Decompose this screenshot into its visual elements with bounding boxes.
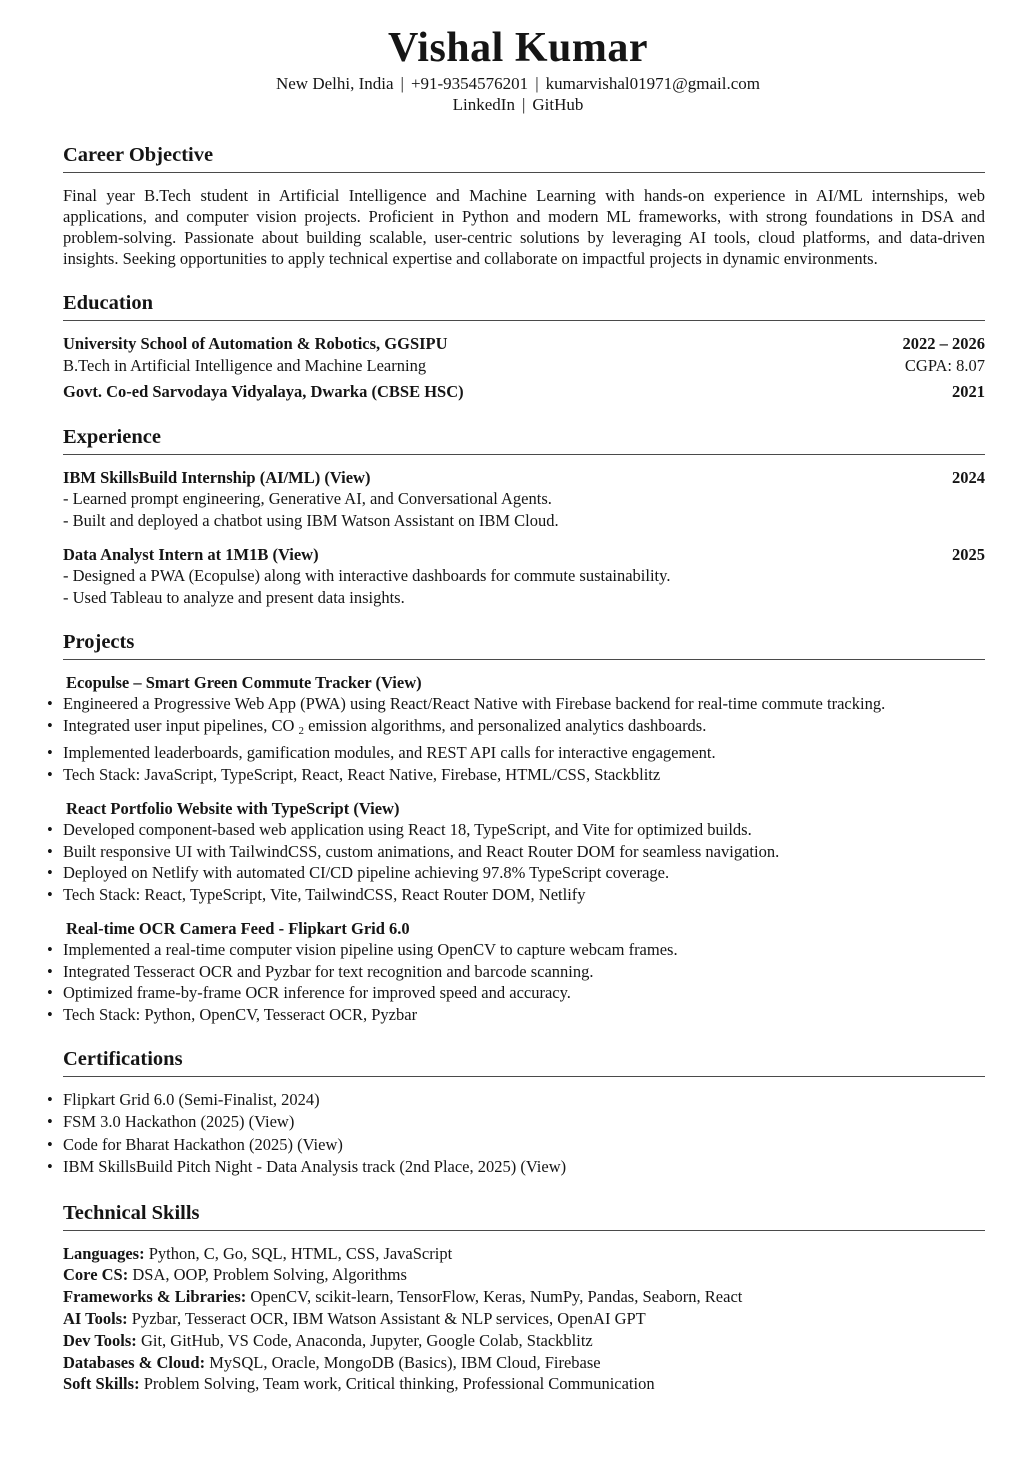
- project-bullet: • Developed component-based web application using React 18, TypeScript, and Vite for optimized builds.: [63, 819, 985, 841]
- experience-title-row: [63, 467, 985, 488]
- project-bullets: [63, 693, 985, 785]
- education-row: [63, 333, 985, 355]
- skill-row: [63, 1330, 985, 1352]
- project-bullet: • Deployed on Netlify with automated CI/CD pipeline achieving 97.8% TypeScript coverage.: [63, 862, 985, 884]
- bullet-text: emission algorithms, and personalized analytics dashboards.: [304, 715, 707, 735]
- job-title: IBM SkillsBuild Internship (AI/ML): [63, 468, 321, 487]
- skill-row: [63, 1243, 985, 1265]
- view-link[interactable]: (View): [375, 673, 422, 692]
- linkedin-link[interactable]: LinkedIn: [452, 95, 515, 114]
- project-bullet: • Implemented leaderboards, gamification modules, and REST API calls for interactive engagement.: [63, 742, 985, 764]
- job-date: 2024: [952, 468, 985, 487]
- career-objective-text: Final year B.Tech student in Artificial Intelligence and Machine Learning with hands-on experience in AI/ML internships, web applications, and computer vision projects. Proficient in Python and modern ML frameworks, with strong foundations in DSA and problem-solving. Passionate about building scalable, user-centric solutions by leveraging AI tools, cloud platforms, and data-driven insights. Seeking opportunities to apply technical expertise and collaborate on impactful projects in dynamic environments.: [63, 186, 985, 268]
- email-link[interactable]: kumarvishal01971@gmail.com: [545, 74, 761, 93]
- skill-values: Problem Solving, Team work, Critical thinking, Professional Communication: [143, 1374, 655, 1394]
- section-education: [63, 293, 985, 403]
- view-link[interactable]: (View): [297, 1134, 343, 1154]
- skill-values: Git, GitHub, VS Code, Anaconda, Jupyter, Google Colab, Stackblitz: [140, 1330, 593, 1350]
- skill-category: Dev Tools:: [63, 1330, 137, 1350]
- project-bullet: [63, 715, 985, 743]
- view-link[interactable]: (View): [248, 1112, 295, 1132]
- certification-item: [63, 1134, 985, 1156]
- project-bullet: • Engineered a Progressive Web App (PWA) using React/React Native with Firebase backend for real-time commute tracking.: [63, 693, 985, 715]
- skill-row: [63, 1264, 985, 1286]
- job-date: 2025: [952, 545, 985, 564]
- certifications-list: [63, 1089, 985, 1179]
- project-bullet: • Tech Stack: React, TypeScript, Vite, TailwindCSS, React Router DOM, Netlify: [63, 884, 985, 906]
- skill-category: Frameworks & Libraries:: [63, 1287, 247, 1307]
- certification-text: Code for Bharat Hackathon (2025): [63, 1134, 294, 1154]
- view-link[interactable]: (View): [353, 799, 400, 818]
- experience-bullet: - Learned prompt engineering, Generative AI, and Conversational Agents.: [63, 489, 552, 508]
- project-title: Real-time OCR Camera Feed - Flipkart Grid 6.0: [66, 919, 410, 938]
- experience-title-row: [63, 544, 985, 565]
- education-dates: 2022 – 2026: [902, 334, 985, 353]
- project-title: React Portfolio Website with TypeScript: [66, 799, 350, 818]
- project-bullet: • Optimized frame-by-frame OCR inference for improved speed and accuracy.: [63, 982, 985, 1004]
- skill-row: [63, 1286, 985, 1308]
- separator: |: [535, 74, 539, 93]
- project-bullet: • Integrated Tesseract OCR and Pyzbar for text recognition and barcode scanning.: [63, 961, 985, 983]
- education-dates: 2021: [952, 382, 985, 401]
- view-link[interactable]: (View): [324, 468, 371, 487]
- skill-values: DSA, OOP, Problem Solving, Algorithms: [132, 1265, 407, 1285]
- section-technical-skills: [63, 1203, 985, 1396]
- skill-values: OpenCV, scikit-learn, TensorFlow, Keras, NumPy, Pandas, Seaborn, React: [250, 1287, 743, 1307]
- skill-values: Python, C, Go, SQL, HTML, CSS, JavaScript: [148, 1243, 453, 1263]
- section-experience: [63, 427, 985, 608]
- certification-item: [63, 1156, 985, 1178]
- project-title: Ecopulse – Smart Green Commute Tracker: [66, 673, 372, 692]
- section-projects: [63, 632, 985, 1025]
- experience-heading: Experience: [63, 427, 985, 455]
- school-name: University School of Automation & Robotics, GGSIPU: [63, 334, 448, 353]
- experience-title-group: [63, 467, 370, 488]
- profile-links: [51, 94, 985, 115]
- separator: |: [400, 74, 404, 93]
- view-link[interactable]: (View): [272, 545, 319, 564]
- job-title: Data Analyst Intern at 1M1B: [63, 545, 269, 564]
- projects-heading: Projects: [63, 632, 985, 660]
- experience-bullet: - Built and deployed a chatbot using IBM Watson Assistant on IBM Cloud.: [63, 510, 559, 530]
- skill-category: Languages:: [63, 1243, 145, 1263]
- skill-category: Databases & Cloud:: [63, 1352, 206, 1372]
- contact-line: [51, 73, 985, 94]
- skill-values: MySQL, Oracle, MongoDB (Basics), IBM Cloud, Firebase: [209, 1352, 601, 1372]
- project-entry: [63, 798, 985, 905]
- certifications-heading: Certifications: [63, 1049, 985, 1077]
- education-row: [63, 381, 985, 403]
- resume-header: [51, 24, 985, 115]
- skill-category: Soft Skills:: [63, 1374, 140, 1394]
- skill-row: [63, 1373, 985, 1395]
- skill-row: [63, 1308, 985, 1330]
- skill-row: [63, 1352, 985, 1374]
- certification-bullets: [63, 1089, 985, 1179]
- degree-name: B.Tech in Artificial Intelligence and Machine Learning: [63, 356, 427, 375]
- education-list: [63, 333, 985, 403]
- skill-category: AI Tools:: [63, 1309, 128, 1329]
- skills-list: [63, 1243, 985, 1396]
- experience-list: [63, 467, 985, 608]
- project-bullet: • Built responsive UI with TailwindCSS, custom animations, and React Router DOM for seamless navigation.: [63, 841, 985, 863]
- section-career-objective: [63, 145, 985, 269]
- certification-text: FSM 3.0 Hackathon (2025): [63, 1112, 245, 1132]
- project-title-row: [63, 918, 985, 939]
- experience-entry: [63, 544, 985, 608]
- experience-bullet: - Designed a PWA (Ecopulse) along with interactive dashboards for commute sustainability.: [63, 566, 671, 585]
- projects-list: [63, 672, 985, 1025]
- certification-item: [63, 1111, 985, 1133]
- technical-skills-heading: Technical Skills: [63, 1203, 985, 1231]
- experience-bullet: - Used Tableau to analyze and present data insights.: [63, 587, 405, 607]
- section-certifications: [63, 1049, 985, 1179]
- project-bullet: • Implemented a real-time computer vision pipeline using OpenCV to capture webcam frames.: [63, 939, 985, 961]
- certification-item: [63, 1089, 985, 1111]
- github-link[interactable]: GitHub: [532, 95, 584, 114]
- experience-entry: [63, 467, 985, 531]
- certification-text: IBM SkillsBuild Pitch Night - Data Analysis track (2nd Place, 2025): [63, 1157, 517, 1177]
- project-entry: [63, 672, 985, 785]
- skill-category: Core CS:: [63, 1265, 129, 1285]
- skill-values: Pyzbar, Tesseract OCR, IBM Watson Assistant & NLP services, OpenAI GPT: [131, 1309, 646, 1329]
- project-title-row: [63, 798, 985, 819]
- experience-title-group: [63, 544, 319, 565]
- project-entry: [63, 918, 985, 1025]
- certification-text: Flipkart Grid 6.0 (Semi-Finalist, 2024): [63, 1090, 320, 1109]
- phone-number: +91-9354576201: [410, 74, 529, 93]
- education-heading: Education: [63, 293, 985, 321]
- candidate-name: Vishal Kumar: [388, 25, 648, 71]
- career-objective-heading: Career Objective: [63, 145, 985, 173]
- separator: |: [521, 95, 526, 114]
- school-name: Govt. Co-ed Sarvodaya Vidyalaya, Dwarka (CBSE HSC): [63, 382, 464, 401]
- location-text: New Delhi, India: [275, 74, 394, 93]
- co2-subscript: 2: [298, 724, 305, 737]
- bullet-text: Integrated user input pipelines, CO: [63, 715, 299, 735]
- education-row: [63, 355, 985, 377]
- project-bullet: • Tech Stack: Python, OpenCV, Tesseract OCR, Pyzbar: [63, 1004, 985, 1026]
- project-bullet: • Tech Stack: JavaScript, TypeScript, React, React Native, Firebase, HTML/CSS, Stackblitz: [63, 764, 985, 786]
- cgpa-value: CGPA: 8.07: [904, 356, 985, 375]
- view-link[interactable]: (View): [520, 1157, 567, 1177]
- project-title-row: [63, 672, 985, 693]
- project-bullets: [63, 819, 985, 905]
- project-bullets: [63, 939, 985, 1025]
